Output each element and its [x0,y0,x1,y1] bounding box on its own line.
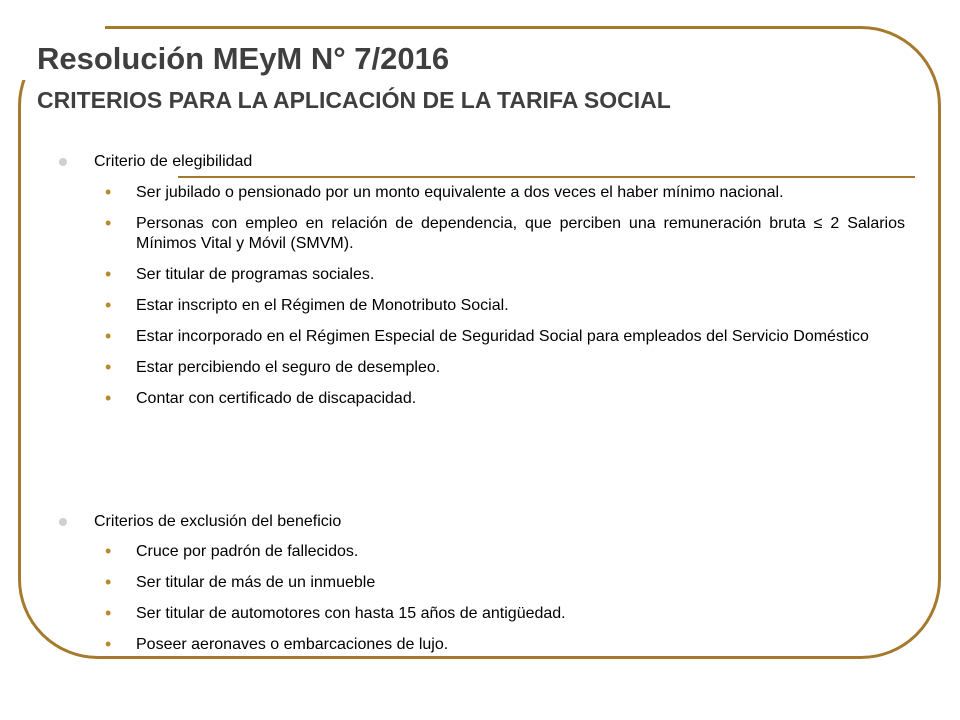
bullet-icon [59,158,67,166]
list-item: • Estar percibiendo el seguro de desempleo. [105,357,441,377]
slide-subtitle: CRITERIOS PARA LA APLICACIÓN DE LA TARIFA SOCIAL [37,87,671,113]
bullet-dot-icon: • [105,326,112,346]
list-item: • Cruce por padrón de fallecidos. [105,541,359,561]
exclusion-list [105,542,905,666]
list-item: • Poseer aeronaves o embarcaciones de lujo. [105,634,449,654]
bullet-dot-icon: • [105,541,112,561]
bullet-dot-icon: • [105,264,112,284]
list-item: • Contar con certificado de discapacidad. [105,388,417,408]
bullet-dot-icon: • [105,357,112,377]
bullet-dot-icon: • [105,213,112,233]
eligibility-heading: Criterio de elegibilidad [94,153,253,170]
list-item: • Ser titular de automotores con hasta 15 años de antigüedad. [105,603,566,623]
list-item: • Estar incorporado en el Régimen Especial de Seguridad Social para empleados del Servicio Doméstico [105,326,869,346]
bullet-dot-icon: • [105,634,112,654]
divider-line [178,176,915,178]
list-item: • Estar inscripto en el Régimen de Monotributo Social. [105,295,509,315]
bullet-dot-icon: • [105,572,112,592]
list-item: • Ser jubilado o pensionado por un monto equivalente a dos veces el haber mínimo nacional. [105,182,784,202]
list-item: • Ser titular de más de un inmueble [105,572,376,592]
exclusion-heading: Criterios de exclusión del beneficio [94,513,342,530]
bullet-dot-icon: • [105,603,112,623]
list-item: • Personas con empleo en relación de dependencia, que perciben una remuneración bruta ≤ 2 Salarios Mínimos Vital y Móvil (SMVM). [105,213,905,252]
list-item: • Ser titular de programas sociales. [105,264,375,284]
bullet-dot-icon: • [105,182,112,202]
bullet-icon [59,518,67,526]
bullet-dot-icon: • [105,295,112,315]
bullet-dot-icon: • [105,388,112,408]
eligibility-list [105,183,905,420]
slide-title: Resolución MEyM N° 7/2016 [37,41,450,76]
